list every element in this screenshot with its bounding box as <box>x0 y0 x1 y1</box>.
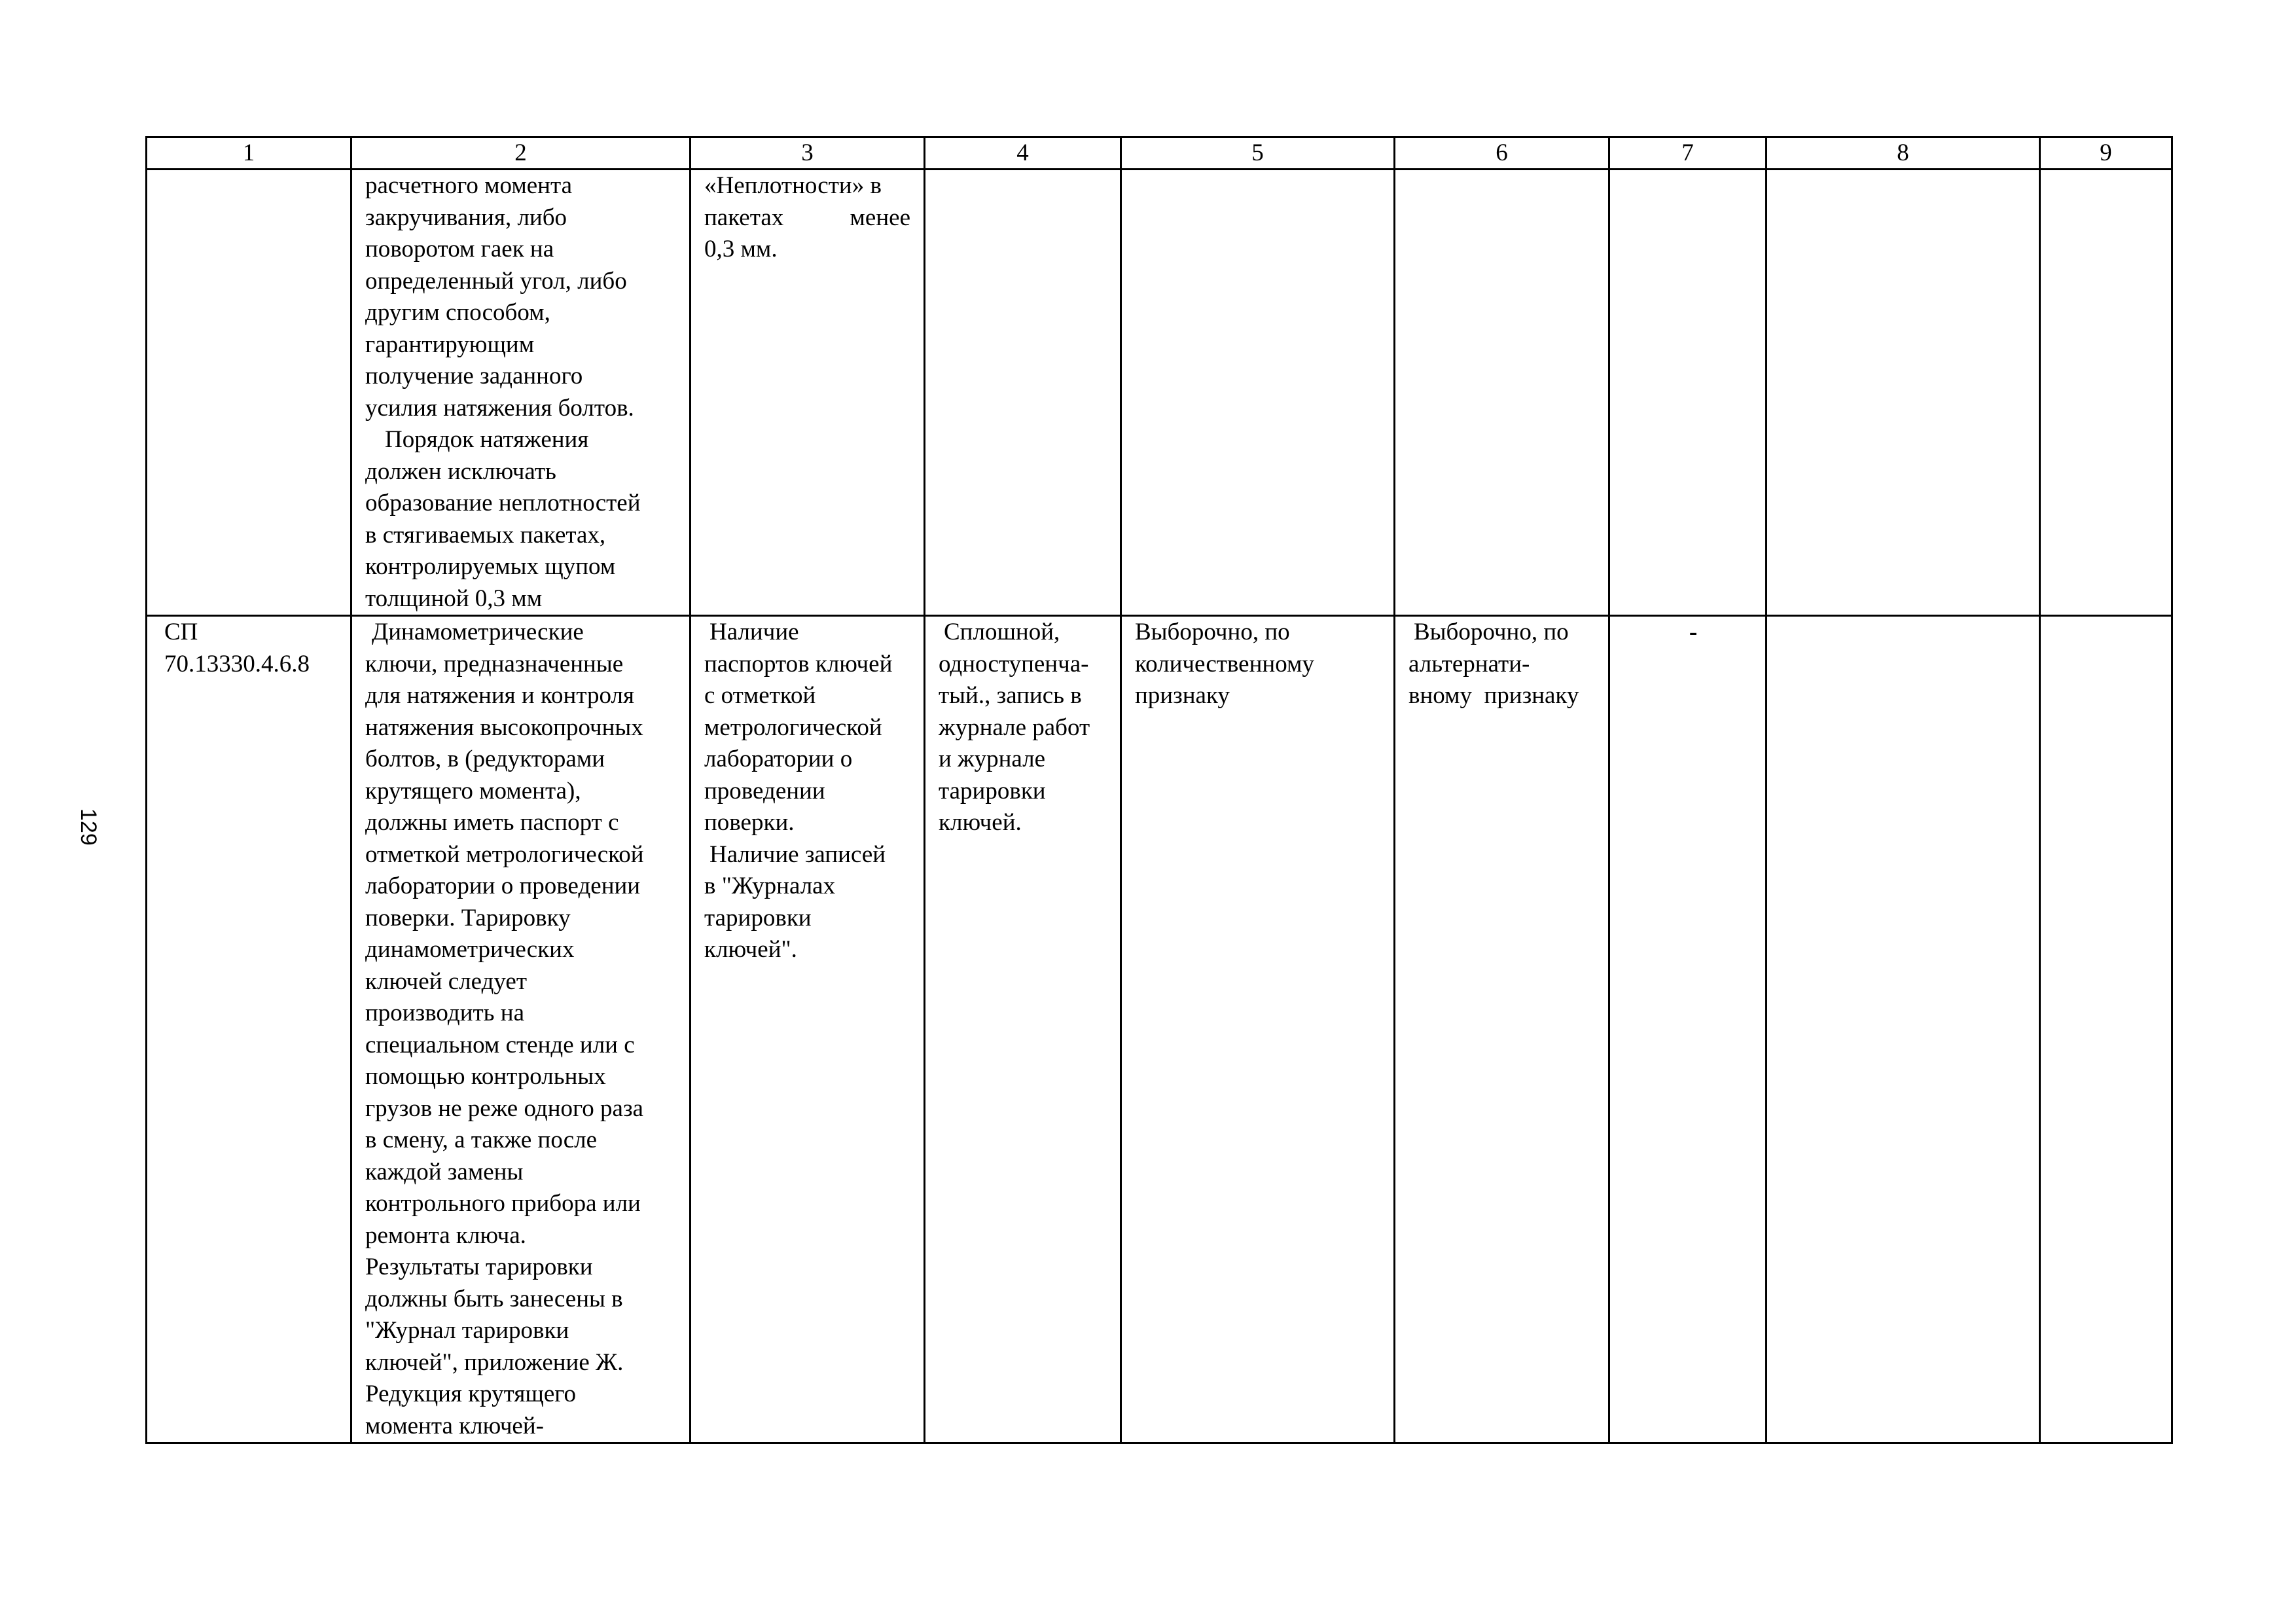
text-line: вному признаку <box>1408 682 1579 709</box>
text-line: динамометрических <box>365 936 575 963</box>
cell-control-method <box>1395 616 1609 1443</box>
text-line: поверки. Тарировку <box>365 904 571 931</box>
cell-col8 <box>1767 616 2040 1443</box>
text-line: грузов не реже одного раза <box>365 1094 643 1122</box>
text-line: получение заданного <box>365 363 583 389</box>
text-line: крутящего момента), <box>365 777 581 804</box>
text-line: лаборатории о <box>704 746 853 772</box>
text-line: образование неплотностей <box>365 490 641 516</box>
text-line: поворотом гаек на <box>365 236 554 262</box>
header-cell: 7 <box>1609 137 1767 170</box>
text-line: "Журнал тарировки <box>365 1317 569 1344</box>
table-row <box>147 170 2172 616</box>
text-line: тарировки <box>704 904 812 931</box>
header-cell: 6 <box>1395 137 1609 170</box>
cell-col8 <box>1767 170 2040 616</box>
text-line: Сплошной, <box>944 619 1060 645</box>
text-line: должны быть занесены в <box>365 1285 623 1312</box>
cell-col7 <box>1609 170 1767 616</box>
text-line: Выборочно, по <box>1414 619 1569 645</box>
text-line: толщиной 0,3 мм <box>365 585 543 612</box>
text-line: ключей. <box>939 809 1022 836</box>
cell-control-scope <box>1121 616 1395 1443</box>
cell-requirement-text <box>351 616 691 1443</box>
text-line: Результаты тарировки <box>365 1254 593 1280</box>
text-line: гарантирующим <box>365 331 535 358</box>
text-line: расчетного момента <box>365 172 572 199</box>
table-row <box>147 616 2172 1443</box>
text-line: в "Журналах <box>704 873 836 899</box>
text-line: Выборочно, по <box>1135 619 1290 645</box>
text-line: ключей", приложение Ж. <box>365 1348 624 1376</box>
header-cell: 5 <box>1121 137 1395 170</box>
text-line: пакетах менее <box>704 204 910 231</box>
text-line: должны иметь паспорт с <box>365 809 619 836</box>
text-line: журнале работ <box>939 713 1090 741</box>
inspection-table <box>145 136 2173 1444</box>
text-line: Наличие записей <box>709 840 886 868</box>
cell-normative-ref <box>147 170 351 616</box>
cell-control-type <box>925 616 1121 1443</box>
text-line: другим способом, <box>365 299 550 326</box>
text-line: Наличие <box>709 619 799 645</box>
text-line: проведении <box>704 777 825 804</box>
cell-requirement-text <box>351 170 691 616</box>
text-line: метрологической <box>704 713 882 741</box>
text-line: помощью контрольных <box>365 1063 606 1090</box>
header-row <box>147 137 2172 170</box>
text-line: паспортов ключей <box>704 650 893 677</box>
text-line: в стягиваемых пакетах, <box>365 521 606 549</box>
text-line: закручивания, либо <box>365 204 567 231</box>
text-line: болтов, в (редукторами <box>365 746 605 772</box>
text-line: с отметкой <box>704 682 816 709</box>
text-line: ключей следует <box>365 967 528 995</box>
header-cell: 3 <box>691 137 925 170</box>
text-line: каждой замены <box>365 1158 524 1185</box>
text-line: количественному <box>1135 650 1314 677</box>
text-line: момента ключей- <box>365 1412 544 1439</box>
text-line: 70.13330.4.6.8 <box>164 650 310 677</box>
page-number: 129 <box>76 808 101 846</box>
text-line: СП <box>164 619 198 645</box>
text-line: контрольного прибора или <box>365 1190 641 1217</box>
text-line: в смену, а также после <box>365 1127 598 1153</box>
cell-control-parameters <box>691 170 925 616</box>
text-line: одноступенча- <box>939 650 1089 677</box>
text-line: ключи, предназначенные <box>365 650 624 677</box>
text-line: усилия натяжения болтов. <box>365 394 634 422</box>
text-line: для натяжения и контроля <box>365 682 634 709</box>
text-line: натяжения высокопрочных <box>365 713 643 741</box>
text-line: 0,3 мм. <box>704 236 778 262</box>
header-cell: 9 <box>2040 137 2172 170</box>
cell-col7-dash: - <box>1609 616 1767 1443</box>
text-line: признаку <box>1135 682 1230 709</box>
header-cell: 8 <box>1767 137 2040 170</box>
cell-control-scope <box>1121 170 1395 616</box>
text-line: отметкой метрологической <box>365 840 644 868</box>
text-line: производить на <box>365 1000 525 1026</box>
text-line: Динамометрические <box>372 619 584 645</box>
text-line: должен исключать <box>365 458 556 485</box>
text-line: тый., запись в <box>939 682 1082 709</box>
text-line: ремонта ключа. <box>365 1221 526 1249</box>
text-line: и журнале <box>939 746 1046 772</box>
header-cell: 2 <box>351 137 691 170</box>
text-line: тарировки <box>939 777 1046 804</box>
cell-control-method <box>1395 170 1609 616</box>
text-line: «Неплотности» в <box>704 172 882 199</box>
text-line: лаборатории о проведении <box>365 873 641 899</box>
cell-control-parameters <box>691 616 925 1443</box>
text-line: Порядок натяжения <box>385 426 589 453</box>
text-line: поверки. <box>704 809 795 836</box>
text-line: альтернати- <box>1408 650 1530 677</box>
text-line: контролируемых щупом <box>365 553 616 580</box>
cell-normative-ref <box>147 616 351 1443</box>
text-line: ключей". <box>704 936 797 963</box>
header-cell: 1 <box>147 137 351 170</box>
cell-control-type <box>925 170 1121 616</box>
text-line: определенный угол, либо <box>365 267 627 295</box>
text-line: Редукция крутящего <box>365 1380 577 1407</box>
text-line: специальном стенде или с <box>365 1031 635 1058</box>
cell-col9 <box>2040 170 2172 616</box>
header-cell: 4 <box>925 137 1121 170</box>
cell-col9 <box>2040 616 2172 1443</box>
